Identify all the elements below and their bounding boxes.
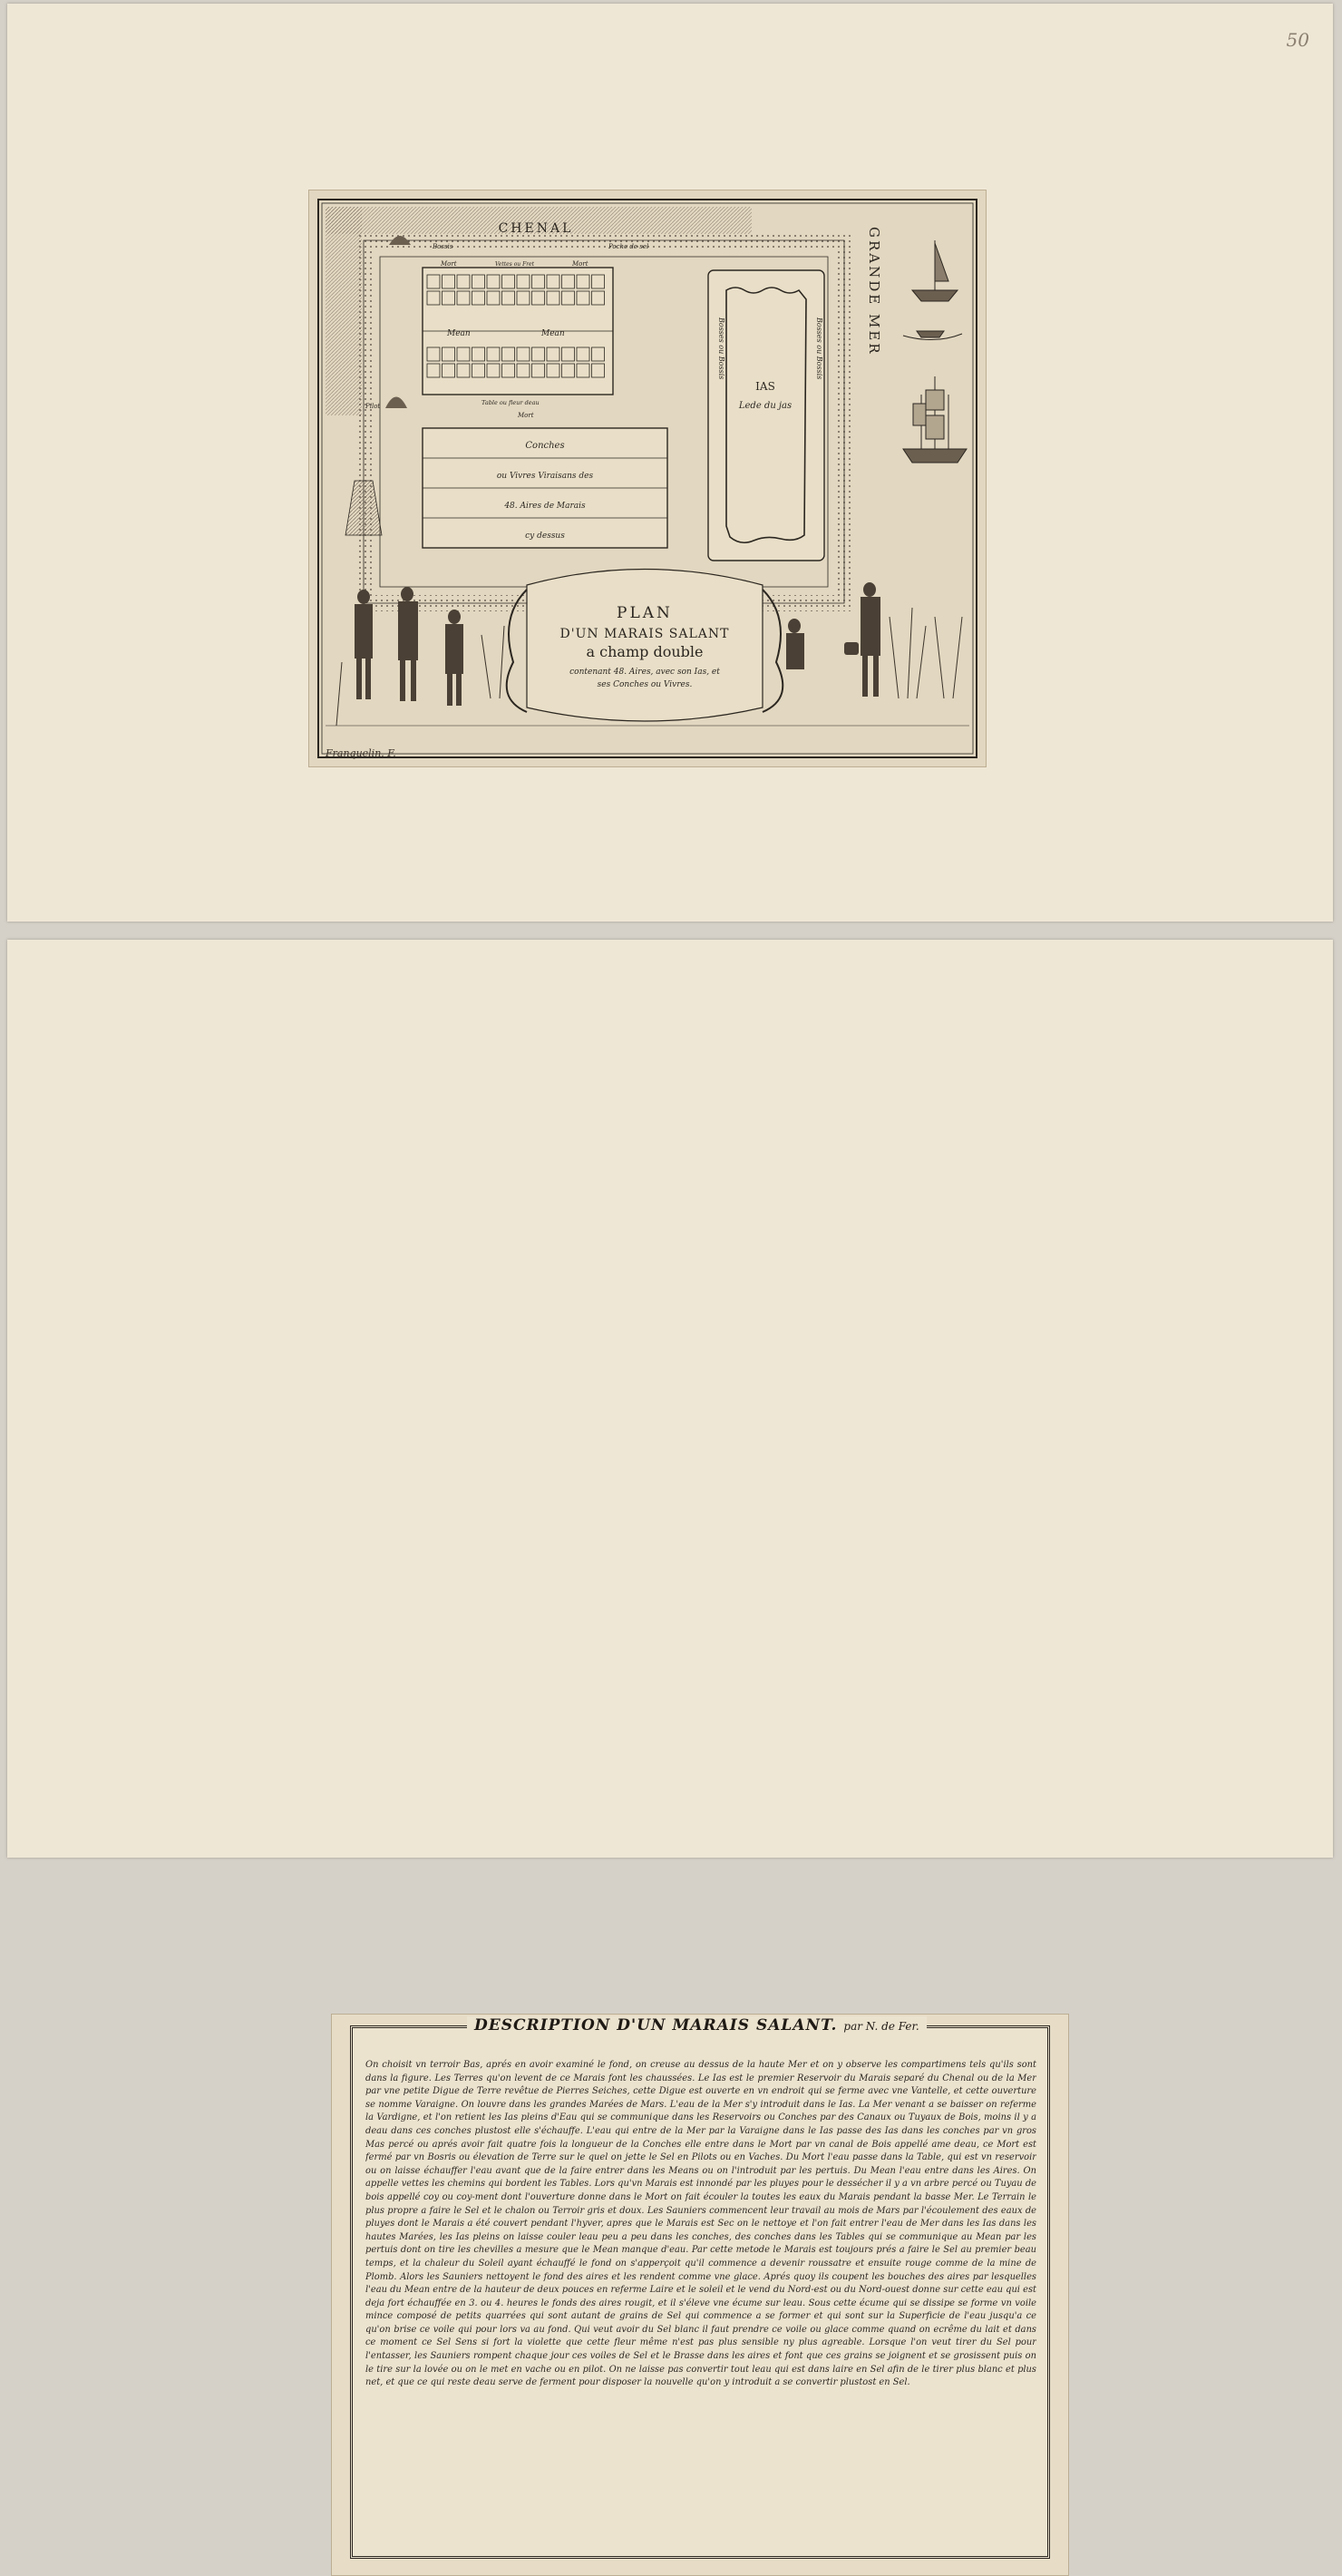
plan-subtitle-line-2: ses Conches ou Vivres. <box>597 680 693 689</box>
sheet-number: 50 <box>1286 29 1309 51</box>
conches-line-4: cy dessus <box>525 532 565 541</box>
description-title-text: DESCRIPTION D'UN MARAIS SALANT. <box>474 2016 838 2034</box>
bosses-left-label: Bosses ou Bossis <box>717 317 725 380</box>
plan-title-line-2: D'UN MARAIS SALANT <box>559 627 730 641</box>
engraver-signature: Franquelin. F. <box>326 747 396 759</box>
sea-label: GRANDE MER <box>866 227 882 356</box>
plan-title-line-3: a champ double <box>586 643 704 660</box>
bossis-label: Bossis <box>433 243 453 250</box>
mort-top-left-label: Mort <box>441 260 457 268</box>
ias-sub-label: Lede du jas <box>738 401 793 411</box>
bosses-right-label: Bosses ou Bossis <box>815 317 823 380</box>
mean-left-label: Mean <box>447 329 471 338</box>
plan-subtitle-line-1: contenant 48. Aires, avec son Ias, et <box>569 668 720 677</box>
map-plate <box>308 190 987 767</box>
ias-label: IAS <box>755 380 775 393</box>
vettes-label: Vettes ou Fret <box>495 261 535 268</box>
description-plate <box>331 2014 1069 2576</box>
description-body: On choisit vn terroir Bas, aprés en avoir examiné le fond, on creuse au dessus de la haute Mer et on y observe les compartimens tels qu'ils sont dans la figure. Les Terres qu'on levent de ce Marais font les chaussées. Le Ias est le premier Reservoir du Marais separé du Chenal ou de la Mer par vne petite Digue de Terre revêtue de Pierres Seiches, cette Digue est ouverte en vn endroit qui se ferme avec vne Vantelle, et cette ouverture se nomme Varaigne. On louvre dans les grandes Marées de Mars. L'eau de la Mer s'y introduit dans le Ias. La Mer venant a se baisser on referme la Vardigne, et l'on retient les Ias pleins d'Eau qui se communique dans les Reservoirs ou Conches par des Canaux ou Tuyaux de Bois, moins il y a deau dans ces conches plustost elle s'échauffe. L'eau qui entre de la Mer par la Varaigne dans le Ias passe des Ias dans les conches par vn gros Mas percé ou aprés avoir fait quatre fois la longueur de la Conches elle entre dans le Mort par vn canal de Bois appellé ame deau, ce Mort est fermé par vn Bosris ou élevation de Terre sur le quel on jette le Sel en Pilots ou en Vaches. Du Mort l'eau passe dans la Table, qui est vn reservoir ou on laisse échauffer l'eau avant que de la faire entrer dans les Means ou on l'introduit par les pertuis. Du Mean l'eau entre dans les Aires. On appelle vettes les chemins qui bordent les Tables. Lors qu'vn Marais est innondé par les pluyes pour le dessécher il y a vn arbre percé ou Tuyau de bois appellé coy ou coy-ment dont l'ouverture donne dans le Mort on fait écouler la toutes les eaux du Marais pendant la basse Mer. Le Terrain le plus propre a faire le Sel et le chalon ou Terroir gris et doux. Les Sauniers commencent leur travail au mois de Mars par l'écoulement des eaux de pluyes dont le Marais a été couvert pendant l'hyver, apres que le Marais est Sec on le nettoye et l'on fait entrer l'eau de Mer dans les Ias dans les hautes Marées, les Ias pleins on laisse couler leau peu a peu dans les conches, des conches dans les Tables qui se communique au Mean par les pertuis dont on tire les chevilles a mesure que le Mean manque d'eau. Par cette metode le Marais est toujours prés a faire le Sel au premier beau temps, et la chaleur du Soleil ayant échauffé le fond on s'apperçoit qu'il commence a devenir roussatre et ensuite rouge comme de la mine de Plomb. Alors les Sauniers nettoyent le fond des aires et les rendent comme vne glace. Aprés quoy ils coupent les bouches des aires par lesquelles l'eau du Mean entre de la hauteur de deux pouces en referme Laire et le soleil et le vend du Nord-est ou du Nord-ouest donne sur cette eau qui est deja fort échauffée en 3. ou 4. heures le fonds des aires rougit, et il s'éleve vne écume sur leau. Sous cette écume qui se dissipe se forme vn voile mince composé de petits quarrées qui sont autant de grains de Sel qui commence a se former et qui sont sur la Superficie de l'eau jusqu'a ce qu'on brise ce voile qui pour lors va au fond. Qui veut avoir du Sel blanc il faut prendre ce voile ou glace comme quand on ecrême du lait et dans ce moment ce Sel Sens si fort la violette que cette fleur même n'est pas plus sensible ny plus agreable. Lorsque l'on veut tirer du Sel pour l'entasser, les Sauniers rompent chaque jour ces voiles de Sel et le Brasse dans les aires et font que ces grains se joignent et se grosissent puis on le tire sur la lovée ou on le met en vache ou en pilot. On ne laisse pas convertir tout leau qui est dans laire en Sel afin de le tirer plus blanc et plus net, et que ce qui reste deau serve de ferment pour disposer la nouvelle qu'on y introduit a se convertir plustost en Sel. <box>365 2060 1036 2388</box>
poche-label: Poche de sel <box>608 243 649 250</box>
description-frame <box>350 2016 1050 2559</box>
salt-marsh-engraving <box>309 190 986 766</box>
top-sheet <box>7 4 1333 922</box>
bottom-sheet <box>7 940 1333 2388</box>
table-label: Table ou fleur deau <box>481 399 540 406</box>
canal-label: CHENAL <box>498 221 574 236</box>
conches-line-2: ou Vivres Viraisans des <box>496 472 594 481</box>
mean-right-label: Mean <box>541 329 565 338</box>
ias-reservoir <box>708 270 824 561</box>
description-title <box>467 2016 927 2034</box>
plan-title-line-1: PLAN <box>617 604 673 622</box>
ship-icon <box>903 240 967 463</box>
mort-bottom-label: Mort <box>518 412 534 419</box>
mort-top-right-label: Mort <box>572 260 588 268</box>
description-author: par N. de Fer. <box>843 2020 919 2033</box>
salt-heap-icon <box>345 481 382 535</box>
salt-pile-icon <box>385 397 407 409</box>
conches-line-1: Conches <box>525 441 565 451</box>
pilot-label: Pilot <box>365 403 381 410</box>
conches-line-3: 48. Aires de Marais <box>504 502 586 511</box>
